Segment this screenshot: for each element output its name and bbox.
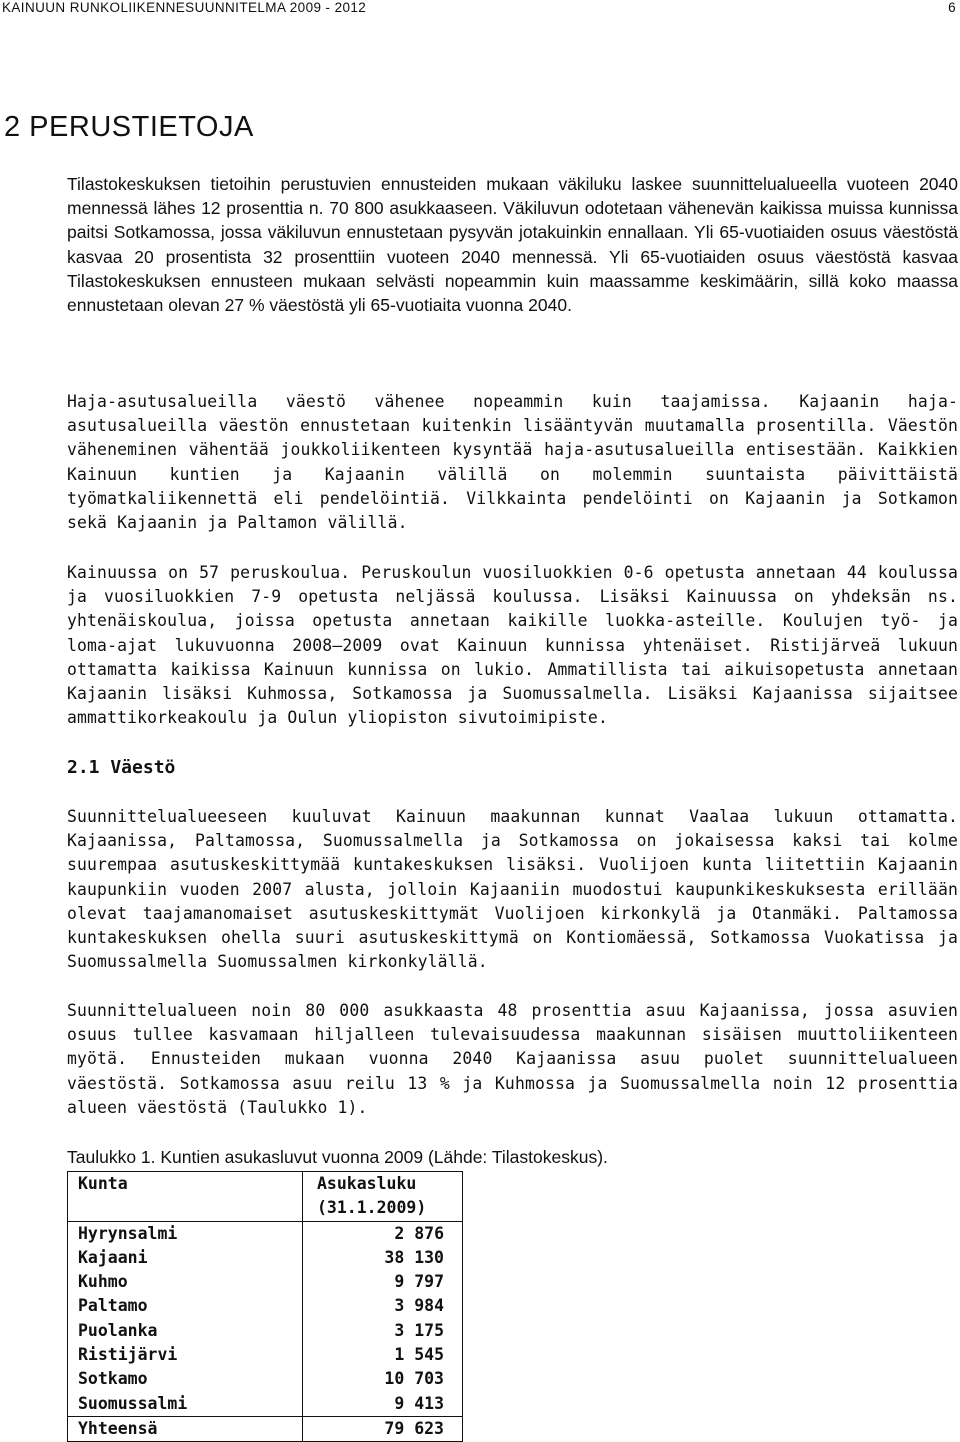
table-header-row-2 [68, 1196, 463, 1221]
paragraph-planning-area: Suunnittelualueeseen kuuluvat Kainuun maakunnan kunnat Vaalaa lukuun ottamatta. Kajaanissa, Paltamossa, Suomussalmella ja Sotkamossa on jokaisessa kaksi tai kolme suurempaa asutuskeskittymää kuntakeskuksen lisäksi. Vuolijoen kunta liitettiin Kajaanin kaupunkiin vuoden 2007 alusta, jolloin Kajaaniin muodostui kaupunkikeskuksesta erillään olevat taajamanomaiset asutuskeskittymät Vuolijoen kirkonkylä ja Otanmäki. Paltamossa kuntakeskuksen ohella suuri asutuskeskittymä on Kontiomäessä, Sotkamossa Vuokatissa ja Suomussalmella Suomussalmen kirkonkylällä. [67, 807, 958, 972]
running-header [0, 0, 960, 18]
table-row [68, 1221, 463, 1246]
cell-kunta: Kajaani [68, 1246, 303, 1270]
cell-kunta: Ristijärvi [68, 1343, 303, 1367]
cell-kunta: Puolanka [68, 1319, 303, 1343]
cell-asukasluku: 9 413 [303, 1392, 463, 1417]
cell-asukasluku: 10 703 [303, 1367, 463, 1391]
cell-asukasluku: 9 797 [303, 1270, 463, 1294]
paragraph-schools: Kainuussa on 57 peruskoulua. Peruskoulun vuosiluokkien 0-6 opetusta annetaan 44 koulussa ja vuosiluokkien 7-9 opetusta neljässä koulussa. Lisäksi Kainuussa on yhdeksän ns. yhtenäiskoulua, joissa opetusta annetaan kaikille luokka-asteille. Koulujen työ- ja loma-ajat lukuvuonna 2008—2009 ovat Kainuun kunnissa yhtenäiset. Ristijärveä lukuun ottamatta kaikissa Kainuun kunnissa on lukio. Ammatillista tai aikuisopetusta annetaan Kajaanin lisäksi Kuhmossa, Sotkamossa ja Suomussalmella. Lisäksi Kajaanissa sijaitsee ammattikorkeakoulu ja Oulun yliopiston sivutoimipiste. [67, 563, 958, 728]
cell-kunta: Hyrynsalmi [68, 1221, 303, 1246]
chapter-heading: 2 PERUSTIETOJA [4, 111, 254, 143]
header-asukasluku: Asukasluku [303, 1172, 463, 1197]
page-number: 6 [948, 0, 956, 15]
cell-asukasluku: 3 175 [303, 1319, 463, 1343]
cell-asukasluku: 1 545 [303, 1343, 463, 1367]
table-row [68, 1392, 463, 1417]
table-total-row [68, 1416, 463, 1441]
cell-kunta: Sotkamo [68, 1367, 303, 1391]
cell-total-value: 79 623 [303, 1416, 463, 1441]
cell-asukasluku: 2 876 [303, 1221, 463, 1246]
table-row [68, 1246, 463, 1270]
table-row [68, 1270, 463, 1294]
cell-kunta: Paltamo [68, 1294, 303, 1318]
paragraph-rural-areas: Haja-asutusalueilla väestö vähenee nopeammin kuin taajamissa. Kajaanin haja-asutusalueilla väestön ennustetaan kuitenkin lisääntyvän muutamalla prosentilla. Väestön väheneminen vähentää joukkoliikenteen kysyntää haja-asutusalueilla entisestään. Kaikkien Kainuun kuntien ja Kajaanin välillä on molemmin suuntaista päivittäistä työmatkaliikennettä eli pendelöintiä. Vilkkainta pendelöinti on Kajaanin ja Sotkamon sekä Kajaanin ja Paltamon välillä. [67, 392, 958, 533]
cell-asukasluku: 3 984 [303, 1294, 463, 1318]
table-row [68, 1294, 463, 1318]
paragraph-population-share: Suunnittelualueen noin 80 000 asukkaasta 48 prosenttia asuu Kajaanissa, jossa asuvien osuus tullee kasvamaan hiljalleen tulevaisuudessa maakunnan sisäisen muuttoliikenteen myötä. Ennusteiden mukaan vuonna 2040 Kajaanissa asuu puolet suunnittelualueen väestöstä. Sotkamossa asuu reilu 13 % ja Kuhmossa ja Suomussalmella noin 12 prosenttia alueen väestöstä (Taulukko 1). [67, 1001, 958, 1117]
cell-kunta: Suomussalmi [68, 1392, 303, 1417]
table-row [68, 1343, 463, 1367]
table-header-row [68, 1172, 463, 1197]
table-caption: Taulukko 1. Kuntien asukasluvut vuonna 2009 (Lähde: Tilastokeskus). [67, 1147, 608, 1167]
cell-total-label: Yhteensä [68, 1416, 303, 1441]
cell-asukasluku: 38 130 [303, 1246, 463, 1270]
running-header-title: KAINUUN RUNKOLIIKENNESUUNNITELMA 2009 - 2012 [2, 0, 367, 15]
header-empty-cell [68, 1196, 303, 1221]
table-row [68, 1367, 463, 1391]
header-date: (31.1.2009) [303, 1196, 463, 1221]
population-table [67, 1171, 463, 1442]
section-heading: 2.1 Väestö [67, 757, 176, 778]
paragraph-population-forecast: Tilastokeskuksen tietoihin perustuvien ennusteiden mukaan väkiluku laskee suunnittelualueella vuoteen 2040 mennessä lähes 12 prosenttia n. 70 800 asukkaaseen. Väkiluvun odotetaan vähenevän kaikissa muissa kunnissa paitsi Sotkamossa, jossa väkiluvun ennustetaan pysyvän jotakuinkin ennallaan. Yli 65-vuotiaiden osuus väestöstä kasvaa 20 prosentista 32 prosenttiin vuoteen 2040 mennessä. Yli 65-vuotiaiden osuus väestöstä kasvaa Tilastokeskuksen ennusteen mukaan selvästi nopeammin kuin maassamme keskimäärin, sillä koko maassa ennustetaan olevan 27 % väestöstä yli 65-vuotiaita vuonna 2040. [67, 174, 958, 316]
table-row [68, 1319, 463, 1343]
cell-kunta: Kuhmo [68, 1270, 303, 1294]
header-kunta: Kunta [68, 1172, 303, 1197]
